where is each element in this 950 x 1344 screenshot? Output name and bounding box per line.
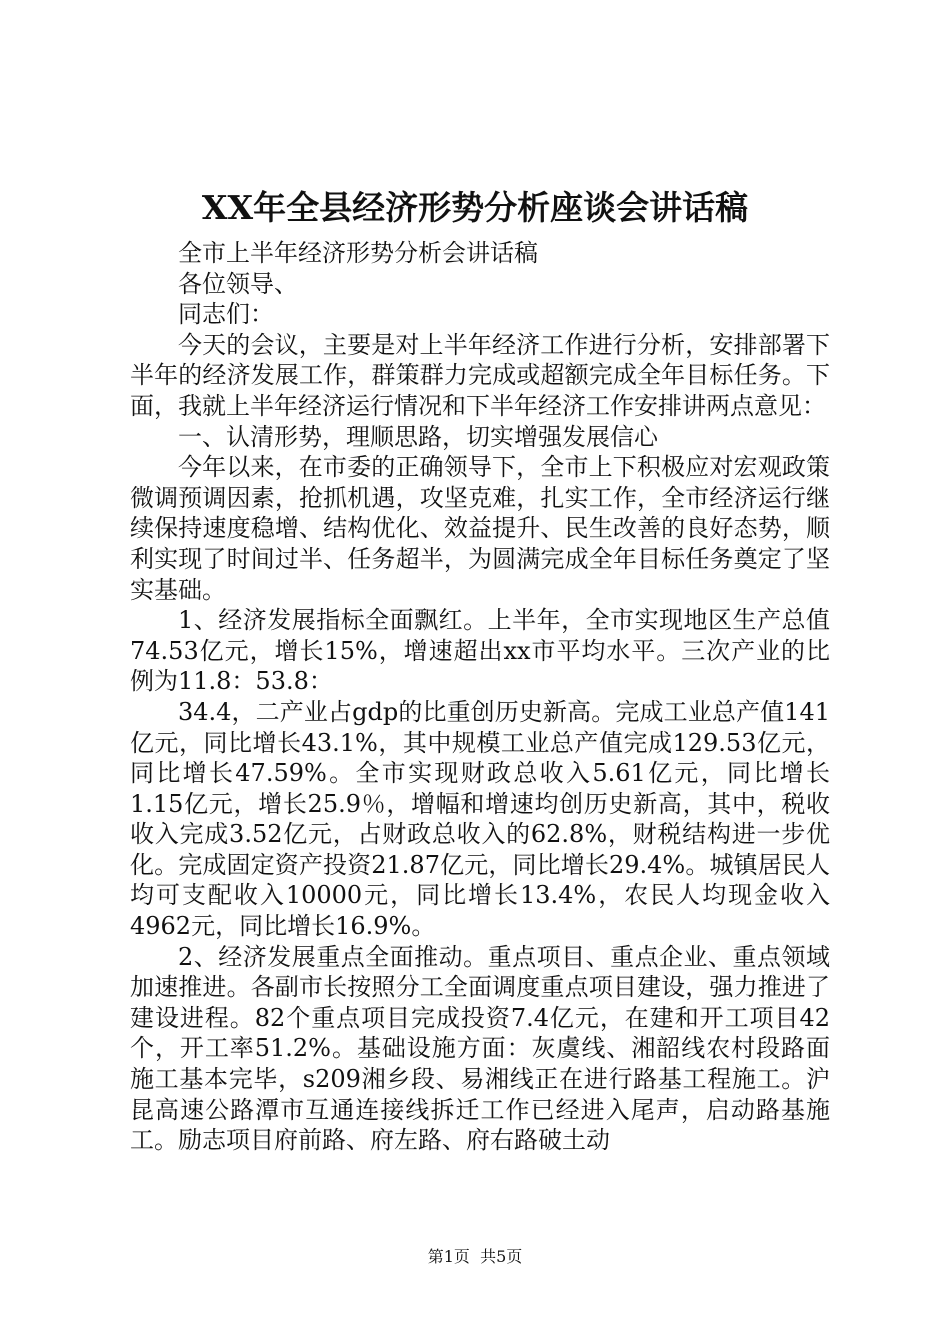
section-heading: 一、认清形势，理顺思路，切实增强发展信心 <box>178 422 658 451</box>
page-footer: 第1页 共5页 <box>427 1247 523 1266</box>
document-body <box>130 238 830 1156</box>
body-paragraph: 34.4，二产业占gdp的比重创历史新高。完成工业总产值141亿元，同比增长43.1%，其中规模工业总产值完成129.53亿元，同比增长47.59%。全市实现财政总收入5.61亿元，同比增长1.15亿元，增长25.9％，增幅和增速均创历史新高，其中，税收收入完成3.52亿元，占财政总收入的62.8%，财税结构进一步优化。完成固定资产投资21.87亿元，同比增长29.4%。城镇居民人均可支配收入10000元，同比增长13.4%，农民人均现金收入4962元，同比增长16.9%。 <box>130 697 830 941</box>
body-paragraph: 1、经济发展指标全面飘红。上半年，全市实现地区生产总值74.53亿元，增长15%，增速超出xx市平均水平。三次产业的比例为11.8：53.8： <box>130 606 830 696</box>
body-paragraph: 今天的会议，主要是对上半年经济工作进行分析，安排部署下半年的经济发展工作，群策群力完成或超额完成全年目标任务。下面，我就上半年经济运行情况和下半年经济工作安排讲两点意见： <box>130 330 830 420</box>
salutation-paragraph: 同志们： <box>178 300 274 329</box>
salutation-paragraph: 各位领导、 <box>178 269 298 298</box>
body-paragraph: 2、经济发展重点全面推动。重点项目、重点企业、重点领域加速推进。各副市长按照分工全面调度重点项目建设，强力推进了建设进程。82个重点项目完成投资7.4亿元，在建和开工项目42个，开工率51.2%。基础设施方面：灰虞线、湘韶线农村段路面施工基本完毕，s209湘乡段、易湘线正在进行路基工程施工。沪昆高速公路潭市互通连接线拆迁工作已经进入尾声，启动路基施工。励志项目府前路、府左路、府右路破土动 <box>130 942 830 1155</box>
subtitle-paragraph: 全市上半年经济形势分析会讲话稿 <box>178 239 538 267</box>
document-title: XX年全县经济形势分析座谈会讲话稿 <box>201 188 749 227</box>
body-paragraph: 今年以来，在市委的正确领导下，全市上下积极应对宏观政策微调预调因素，抢抓机遇，攻坚克难，扎实工作，全市经济运行继续保持速度稳增、结构优化、效益提升、民生改善的良好态势，顺利实现了时间过半、任务超半，为圆满完成全年目标任务奠定了坚实基础。 <box>130 453 830 604</box>
